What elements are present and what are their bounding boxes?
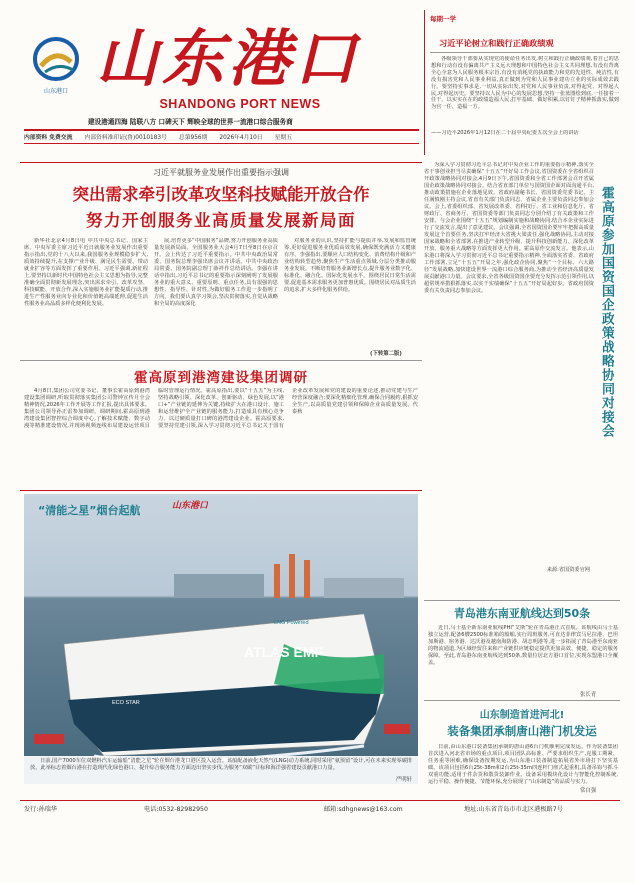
lead-kicker: 习近平就服务业发展作出重要指示强调 bbox=[153, 168, 289, 177]
footer-email: 邮箱:sdhgnews@163.com bbox=[324, 806, 403, 813]
photo-caption-box bbox=[24, 756, 418, 784]
equipment-author: 常自强 bbox=[580, 788, 597, 794]
footer-editor: 发行:孙瑞华 bbox=[24, 806, 58, 813]
equipment-body bbox=[428, 744, 618, 784]
daily-study-box bbox=[424, 10, 620, 155]
qingdao-author: 张长青 bbox=[580, 692, 597, 698]
photo-author: 严明轩 bbox=[395, 777, 412, 783]
daily-study-body: 各级领导干部要从实现党的使命任务出发,树立和践行正确政绩观,着自己的思想和行动有没有偏离共产主义远大理想和中国特色社会主义共同理想,有没有背离全心全意为人民服务根本宗旨,有没有消耗党的执政能力和党的先进性、纯洁性,有没有损害党和人民事业利益,真正做到为党和人民事业建功立业的实际成效去践行。要坚持实事求是,一切从实际出发,对党和人民事业负责,对得起党、对得起人民,对得起历史。要坚持以人民为中心的发展思想,坚持一张蓝图绘到底,一任接着一任干。以实实在在的政绩造福人民,打牢基础、做好积累,以钉钉子精神抓落实,做到为官一任、造福一方。 bbox=[431, 56, 619, 111]
footer-address: 地址:山东省青岛市市北区港极路7号 bbox=[464, 806, 563, 813]
article2-headline: 霍高原到港湾建设集团调研 bbox=[134, 370, 308, 386]
right-article-author: 来源:省国资委官网 bbox=[546, 567, 590, 573]
equipment-headline-2: 装备集团承制唐山港门机发运 bbox=[447, 724, 597, 738]
footer-phone: 电话:0532-82982950 bbox=[144, 806, 208, 813]
info-free: 内部资料 免费交流 bbox=[24, 135, 73, 141]
ship-photo bbox=[24, 494, 418, 784]
masthead-title-en: SHANDONG PORT NEWS bbox=[159, 97, 321, 111]
logo-caption: 山东港口 bbox=[43, 88, 68, 95]
ship-illustration bbox=[24, 494, 418, 784]
right-article-headline: 霍高原参加国资国企政策战略协同对接会 bbox=[599, 186, 614, 438]
footer bbox=[24, 804, 620, 816]
lead-headline-2: 努力开创服务业高质量发展新局面 bbox=[86, 211, 356, 230]
article2-body bbox=[24, 388, 418, 484]
equipment-headline-1: 山东制造首进河北! bbox=[479, 710, 565, 721]
masthead-slogan: 建设港通四海 陆联八方 口碑天下 辉映全球的世界一流港口综合服务商 bbox=[88, 118, 293, 126]
ship-stern-name: ECO STAR bbox=[112, 700, 140, 706]
info-permit: 内部资料准印证(鲁)0010183号 bbox=[84, 135, 167, 141]
photo-logo-text: 山东港口 bbox=[172, 501, 209, 511]
info-weekday: 星期五 bbox=[274, 135, 293, 141]
daily-study-source: ——习近平2026年1月12日在二十届中央纪委五次全会上的讲话 bbox=[431, 130, 579, 136]
qingdao-headline: 青岛港东南亚航线达到50条 bbox=[453, 607, 591, 620]
lead-col-3 bbox=[284, 238, 416, 350]
lead-col-2-text: 展,培育更多“中国服务”品牌,努力开创服务业高质量发展新局面。全国服务业大会4月7日至8日在京召开。会上传达了习近平重要指示。中共中央政治局常委、国务院总理李强出席会议并讲话。中共中央政治局常委、国务院副总理丁薛祥作总结讲话。李强在讲话中指出,习近平总书记的重要指示深刻阐明了发展服务业的重大意义、重要原则、重点任务,具有很强的思想性、指导性、针对性,为做好服务工作进一步指明了方向。我们要认真学习领会,坚决贯彻落实,自觉从战略和全局的高度深化 bbox=[154, 238, 278, 307]
photo-label: “清能之星”烟台起航 bbox=[38, 504, 141, 517]
ship-name-overlay: ATLAS EMF bbox=[244, 644, 324, 660]
masthead-title: 山东港口 bbox=[96, 22, 361, 95]
shandong-port-logo bbox=[33, 36, 79, 82]
qingdao-body bbox=[428, 625, 618, 687]
daily-study-label: 每期一学 bbox=[430, 15, 456, 23]
info-date: 2026年4月10日 bbox=[219, 135, 263, 141]
qingdao-text: 近日,马士基全新东南亚航线PHI“艾斯”轮在青岛港正式首航。该航线由马士基独立运营,配备6艘2500标准箱的船舶,实行周班服务,可直达菲律宾马尼拉港、巴坦加斯港、宿务港、达沃港及越南海防港、胡志明港等,进一步拓展了青岛港至东南亚的物流通道,为区域经贸往来和产业链供应链稳定提供更加高效、便捷、稳定的服务保障。至此,青岛港东南亚航线达到50条,数量位居北方港口首位,实现东盟港口全覆盖。 bbox=[428, 625, 618, 666]
photo-caption: 日前,国产7000车位双燃料汽车运输船“清能之星”轮在烟台港龙口港区投入运营。该船配备液化天然气(LNG)动力系统,同时采用“氨预留”设计,可在未来实现零碳排放。此举标志着烟台港在打造现代化绿色港口、提升综合服务能力方面迈出坚实步伐,为服务“双碳”目标和海洋强省建设贡献港口力量。 bbox=[30, 758, 412, 771]
lead-col-3-text: 对服务业的认识,坚持扩能与提质并举,发展和监管统筹,更好促进服务业优质高效发展,确保既充满活力又健康有序。李强指出,要顺应人口结构变化、消费结构升级和产业结构转型趋势,聚焦生产生活重点领域,分层分类推动服务业发展。不断培育服务业新增长点,提升服务业数字化、标准化、融合化、国际化发展水平。围绕居民日常生活需要,促进基本需求服务更加普惠优质。围绕居民对品质生活的追求,扩大多样化服务供给。 bbox=[284, 238, 416, 293]
lead-continued: (下转第二版) bbox=[370, 351, 402, 357]
lead-col-1 bbox=[24, 238, 148, 354]
ship-side-text: LNG Powered bbox=[274, 620, 309, 626]
lead-headline-1: 突出需求牵引改革攻坚科技赋能开放合作 bbox=[72, 185, 370, 204]
masthead-info-row bbox=[24, 132, 419, 142]
equipment-text: 日前,由山东港口装备集团承制的唐山港6台门机顺利完成发运。作为装备集团首次进入河北省市场的重点项目,项目团队高标准、严要求组织生产,克服工期紧、任务重等困难,确保设备按期发运,为山东港口装备制造拓展省外市场打下坚实基础。该项目包括6台25t-38m和2台25t-35m四连杆门座式起重机,具备吊钩与抓斗双重功能,适用于件杂货和散货装卸作业。设备采用模块化设计与智能化控制系统,运行平稳、操作便捷、节能环保,充分展现了“山东制造”的品质与实力。 bbox=[428, 744, 618, 784]
daily-study-title: 习近平论树立和践行正确政绩观 bbox=[439, 38, 554, 48]
masthead bbox=[0, 0, 420, 158]
article2-text: 4月8日,集团公司党委书记、董事长霍高原到港湾建设集团调研,听取贯彻落实集团公司警钟宣传月全会精神情况,2026年工作开展等工作汇报,提出具体要求。集团公司领导孙正雷参加调研。调研期间,霍高原到港湾建设集团智控综合调度中心,了解技术赋能、数字动漫等精准建设情况,并现场视频连线布局建设运营项目临时管理运行情况。霍高原指出,要以“十五五”为主线,坚持战略引领、深化改革、创新驱动、绿色发展,以“港口+”产业链的延伸为关键,持续扩大在港口设计、施工和运营维护全产业链的服务能力,打造成具有核心竞争力、以过硬质量打口碑的港湾建设企业。霍高原要求,要坚持党建引领,深入学习贯彻习近平总书记关于国有企业改革发展和党的建设的重要论述,推动党建与生产经营深度融合;要深化精细化管理,确保合同履约,狠抓安全生产,以高质量党建引领和保障企业高质量发展。代泰秋 bbox=[24, 388, 418, 429]
lead-col-1-text: 新华社北京4月8日电 中共中央总书记、国家主席、中央军委主席习近平近日就服务业发展作出重要指示指出,党的十八大以来,我国服务业规模稳步扩大,质效持续提升,在支撑产业升级、满足民生需要、带动就业扩容等方面发挥了重要作用。习近平强调,新征程上,要坚持以新时代中国特色社会主义思想为指导,完整准确全面贯彻新发展理念,突出需求牵引、改革攻坚、科技赋能、开放合作,深入实施服务业扩能提质行动,推进生产性服务业向专业化和价值链高端延伸,促进生活性服务业高品质多样化便利化发展。 bbox=[24, 238, 148, 307]
info-issue: 总第956期 bbox=[178, 135, 208, 141]
right-article-body bbox=[424, 162, 594, 582]
lead-col-2 bbox=[154, 238, 278, 354]
right-article-text: 为深入学习贯彻习近平总书记对中央企业工作的重要指示精神,落实全省干事创业担当尽责确保“十五五”开好局工作会议,省国资委在全省组织召开政策战略协同对接会,4月9日下午,省国资委和全省工作部署会召开省属国企政策战略协同对接会。结合省直部门单位与国资国企面对面沟通平台,推动政策措施在企业落地见效。省政府副秘书长、省国资委党委书记、主任满慎刚主持会议,省直有关部门负责同志、省属企业主要负责同志参加会议。会上,省委组织部、省发展改革委、省科技厅、省工业和信息化厅、省财政厅、省商务厅、省国资委等部门负责同志分别介绍了有关政策和工作安排。与会企业围绕“十五五”规划编制实施和战略协同,结合本企业实际进行了交流发言,提出了意见建议。会议强调,全省国资国企要牢牢把握高质量发展这个首要任务,坚决扛牢经济大省挑大梁责任,强化战略协同,主动对接国家战略和全省部署,在推进产业转型升级、提升科技创新能力、深化改革开放、服务重大战略等方面发挥更大作用。霍高原作交流发言。他表示,山东港口将深入学习贯彻习近平总书记重要指示精神,全面落实省委、省政府工作部署,立足“十五五”开局之年,强化政企协同,聚焦“一个目标、六大路径”发展战略,加快建设世界一流港口综合服务商,为推动全省经济高质量发展贡献港口力量。会议要求,全省各级国资国企要充分发挥示范引领作用,以超常规举措狠抓落实,以实干实绩确保“十五五”开好局起好步。省政府国资委有关负责同志参加会议。 bbox=[424, 162, 594, 294]
